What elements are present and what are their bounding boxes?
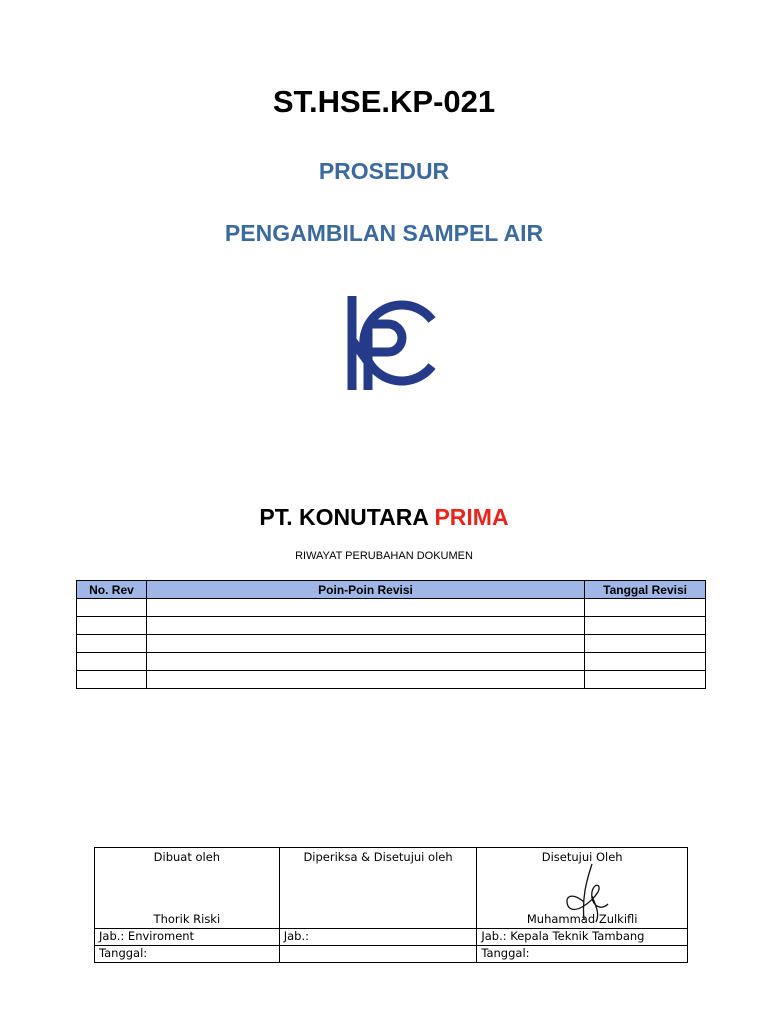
approval-role: Disetujui Oleh [541,850,623,864]
approval-prepared-cell [95,848,280,929]
table-cell [146,635,584,653]
table-cell [77,653,147,671]
company-name [0,504,768,531]
table-cell [146,671,584,689]
approval-name: Muhammad Zulkifli [526,912,638,926]
table-cell [77,635,147,653]
table-cell [146,599,584,617]
table-row [77,599,706,617]
table-row [77,653,706,671]
revision-history-caption: RIWAYAT PERUBAHAN DOKUMEN [295,550,473,562]
revision-header-row [77,581,706,599]
table-row [77,671,706,689]
table-cell [146,653,584,671]
table-cell [585,635,706,653]
approval-date-row [95,946,688,963]
company-name-prefix: PT. KONUTARA [259,504,435,530]
approval-role: Diperiksa & Disetujui oleh [303,850,453,864]
approval-position: Jab.: [279,929,477,946]
revision-history-table [76,580,706,689]
table-cell [77,617,147,635]
approval-position-row [95,929,688,946]
company-name-accent: PRIMA [434,504,509,530]
approval-checked-cell [279,848,477,929]
approval-position: Jab.: Kepala Teknik Tambang [477,929,688,946]
approval-date: Tanggal: [95,946,280,963]
table-cell [77,671,147,689]
approval-signature-row [95,848,688,929]
table-row [77,617,706,635]
approval-role: Dibuat oleh [153,850,221,864]
table-row [77,635,706,653]
approval-approved-cell [477,848,688,929]
approval-date: Tanggal: [477,946,688,963]
kpc-logo-icon [344,292,440,390]
approval-table [94,847,688,963]
table-cell [146,617,584,635]
col-revision-points: Poin-Poin Revisi [146,581,584,599]
doc-code: ST.HSE.KP-021 [272,84,496,119]
table-cell [77,599,147,617]
col-revision-date: Tanggal Revisi [585,581,706,599]
approval-name: Thorik Riski [153,912,221,926]
approval-date [279,946,477,963]
table-cell [585,653,706,671]
col-no-rev: No. Rev [77,581,147,599]
table-cell [585,671,706,689]
table-cell [585,599,706,617]
doc-title: PENGAMBILAN SAMPEL AIR [224,220,544,246]
table-cell [585,617,706,635]
approval-position: Jab.: Enviroment [95,929,280,946]
doc-type: PROSEDUR [318,158,450,184]
